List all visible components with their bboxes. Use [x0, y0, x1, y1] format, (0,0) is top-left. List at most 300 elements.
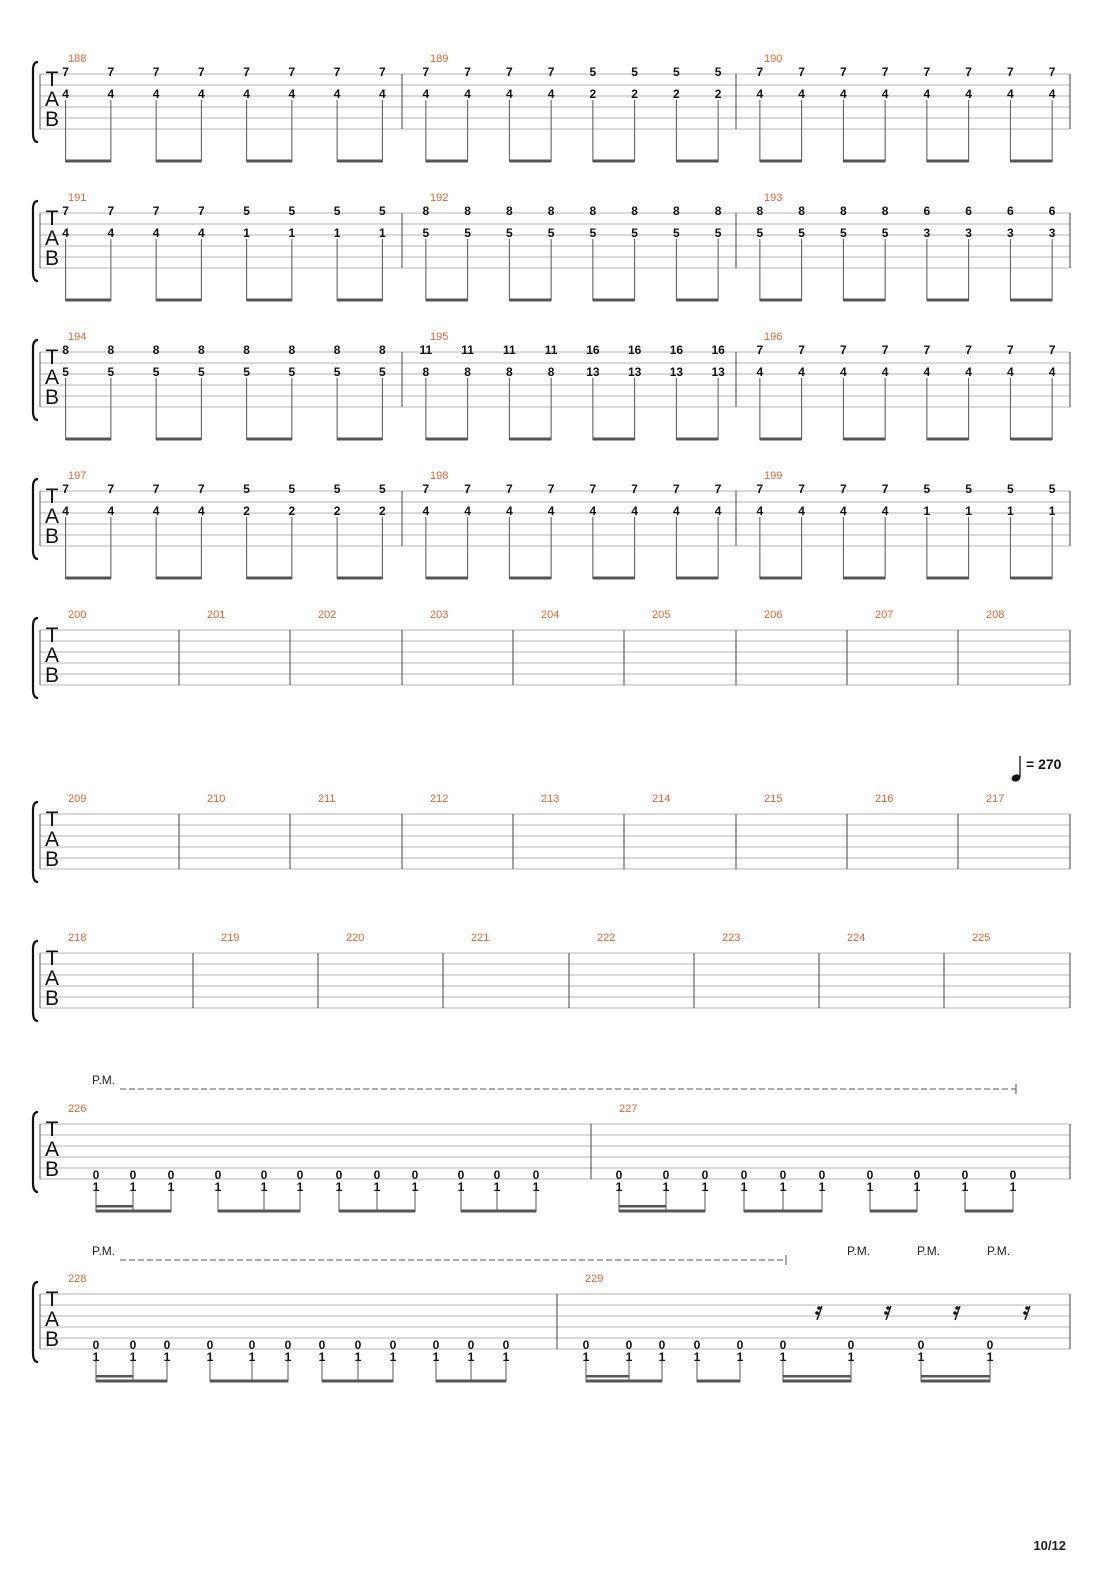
measure-number: 210: [207, 793, 226, 805]
fret-number: 1: [92, 1350, 100, 1364]
measure-number: 211: [318, 793, 336, 805]
fret-number: 11: [503, 343, 516, 357]
note-beam: [96, 1210, 171, 1213]
fret-number: 11: [544, 343, 558, 357]
fret-number: 0: [917, 1338, 925, 1352]
fret-number: 0: [779, 1338, 787, 1352]
fret-number: 7: [198, 204, 205, 218]
fret-number: 4: [756, 504, 764, 518]
note-beam: [760, 160, 802, 163]
fret-number: 7: [1048, 343, 1056, 357]
note-beam: [927, 299, 969, 302]
sixteenth-rest: [953, 1311, 957, 1315]
tab-clef-letter: T: [45, 207, 59, 230]
fret-number: 0: [457, 1168, 465, 1182]
fret-number: 1: [1007, 504, 1014, 518]
note-beam: [593, 299, 635, 302]
note-beam: [426, 299, 468, 302]
measure-number: 214: [652, 793, 671, 805]
fret-number: 4: [798, 365, 805, 379]
note-beam: [593, 438, 635, 441]
fret-number: 4: [464, 504, 471, 518]
note-beam: [156, 438, 201, 441]
fret-number: 0: [389, 1338, 397, 1352]
fret-number: 5: [107, 365, 115, 379]
fret-number: 7: [107, 482, 115, 496]
fret-number: 3: [1007, 226, 1014, 240]
fret-number: 8: [506, 365, 513, 379]
measure-number: 197: [68, 470, 87, 482]
fret-number: 4: [506, 504, 513, 518]
fret-number: 5: [152, 365, 160, 379]
tab-clef-letter: T: [45, 1118, 59, 1141]
fret-number: 1: [373, 1180, 381, 1194]
sixteenth-rest: [884, 1311, 888, 1315]
fret-number: 4: [1007, 87, 1014, 101]
fret-number: 0: [913, 1168, 921, 1182]
fret-number: 1: [923, 504, 931, 518]
measure-number: 196: [764, 331, 783, 343]
fret-number: 1: [736, 1350, 744, 1364]
measure-number: 225: [972, 932, 991, 944]
fret-number: 1: [214, 1180, 222, 1194]
fret-number: 8: [198, 343, 205, 357]
measure-number: 207: [875, 609, 894, 621]
fret-number: 7: [506, 482, 513, 496]
tab-clef-letter: B: [44, 525, 60, 548]
page-number: 10/12: [1033, 1538, 1066, 1553]
fret-number: 1: [457, 1180, 465, 1194]
fret-number: 7: [547, 65, 555, 79]
fret-number: 4: [756, 87, 764, 101]
note-beam: [586, 1380, 662, 1383]
note-beam: [744, 1210, 822, 1213]
tab-clef-letter: T: [45, 68, 59, 91]
tab-clef-letter: A: [44, 366, 60, 389]
palm-mute-label: P.M.: [987, 1244, 1011, 1258]
fret-number: 5: [589, 226, 597, 240]
tab-clef-letter: T: [45, 947, 59, 970]
fret-number: 13: [586, 365, 600, 379]
fret-number: 6: [1048, 204, 1056, 218]
fret-number: 8: [152, 343, 160, 357]
sixteenth-rest: [817, 1306, 821, 1310]
fret-number: 4: [631, 504, 638, 518]
note-beam: [1010, 299, 1052, 302]
fret-number: 0: [736, 1338, 744, 1352]
fret-number: 0: [248, 1338, 256, 1352]
measure-number: 229: [585, 1273, 604, 1285]
sixteenth-rest: [886, 1306, 890, 1310]
tab-clef-letter: T: [45, 624, 59, 647]
fret-number: 7: [714, 482, 722, 496]
note-beam: [619, 1205, 666, 1208]
fret-number: 0: [411, 1168, 419, 1182]
note-beam: [66, 160, 111, 163]
note-beam: [783, 1375, 851, 1378]
fret-number: 1: [354, 1350, 362, 1364]
fret-number: 3: [965, 226, 972, 240]
note-beam: [619, 1210, 705, 1213]
fret-number: 1: [163, 1350, 171, 1364]
tab-clef-letter: A: [44, 1308, 60, 1331]
fret-number: 4: [589, 504, 597, 518]
fret-number: 4: [506, 87, 513, 101]
fret-number: 7: [379, 65, 386, 79]
fret-number: 0: [961, 1168, 969, 1182]
fret-number: 0: [467, 1338, 475, 1352]
fret-number: 5: [333, 482, 341, 496]
fret-number: 7: [798, 482, 805, 496]
fret-number: 3: [923, 226, 931, 240]
fret-number: 7: [198, 65, 205, 79]
fret-number: 4: [798, 504, 805, 518]
note-beam: [96, 1205, 133, 1208]
tab-clef-letter: T: [45, 485, 59, 508]
fret-number: 7: [62, 65, 69, 79]
note-beam: [697, 1380, 740, 1383]
measure-number: 198: [430, 470, 449, 482]
fret-number: 8: [464, 204, 471, 218]
note-beam: [218, 1210, 300, 1213]
fret-number: 7: [288, 65, 296, 79]
fret-number: 7: [798, 65, 805, 79]
fret-number: 4: [840, 87, 847, 101]
fret-number: 2: [714, 87, 722, 101]
fret-number: 4: [107, 226, 115, 240]
fret-number: 1: [913, 1180, 921, 1194]
note-beam: [66, 577, 111, 580]
fret-number: 5: [1048, 482, 1056, 496]
fret-number: 0: [693, 1338, 701, 1352]
system-bracket: [33, 479, 38, 559]
fret-number: 4: [1048, 365, 1056, 379]
note-beam: [339, 1210, 415, 1213]
measure-number: 205: [652, 609, 671, 621]
fret-number: 0: [163, 1338, 171, 1352]
fret-number: 7: [881, 65, 889, 79]
fret-number: 7: [840, 65, 847, 79]
note-beam: [1010, 438, 1052, 441]
note-beam: [843, 577, 885, 580]
fret-number: 0: [582, 1338, 590, 1352]
fret-number: 7: [62, 204, 69, 218]
fret-number: 1: [693, 1350, 701, 1364]
fret-number: 1: [615, 1180, 623, 1194]
fret-number: 1: [333, 226, 341, 240]
tempo-value: = 270: [1026, 756, 1062, 772]
fret-number: 4: [547, 504, 555, 518]
fret-number: 4: [923, 365, 931, 379]
fret-number: 5: [333, 365, 341, 379]
fret-number: 4: [152, 87, 160, 101]
system-bracket: [33, 201, 38, 281]
fret-number: 4: [840, 504, 847, 518]
fret-number: 5: [840, 226, 847, 240]
note-beam: [337, 299, 382, 302]
fret-number: 4: [107, 504, 115, 518]
fret-number: 1: [260, 1180, 268, 1194]
fret-number: 7: [547, 482, 555, 496]
fret-number: 8: [714, 204, 722, 218]
tab-clef-letter: B: [44, 1158, 60, 1181]
fret-number: 7: [965, 65, 972, 79]
fret-number: 1: [847, 1350, 855, 1364]
fret-number: 4: [198, 87, 205, 101]
fret-number: 4: [881, 504, 889, 518]
fret-number: 1: [532, 1180, 540, 1194]
note-beam: [927, 160, 969, 163]
fret-number: 8: [673, 204, 680, 218]
note-beam: [210, 1380, 288, 1383]
fret-number: 16: [669, 343, 684, 357]
fret-number: 8: [62, 343, 69, 357]
fret-number: 5: [62, 365, 69, 379]
fret-number: 5: [288, 204, 296, 218]
measure-number: 228: [68, 1273, 87, 1285]
tab-clef-letter: A: [44, 505, 60, 528]
measure-number: 219: [221, 932, 240, 944]
fret-number: 8: [243, 343, 250, 357]
fret-number: 1: [129, 1180, 137, 1194]
note-beam: [436, 1380, 506, 1383]
fret-number: 5: [288, 365, 296, 379]
fret-number: 2: [631, 87, 638, 101]
fret-number: 2: [243, 504, 250, 518]
fret-number: 1: [917, 1350, 925, 1364]
fret-number: 1: [779, 1180, 787, 1194]
fret-number: 4: [152, 504, 160, 518]
note-beam: [921, 1375, 990, 1378]
measure-number: 213: [541, 793, 560, 805]
fret-number: 4: [464, 87, 471, 101]
fret-number: 8: [589, 204, 597, 218]
fret-number: 0: [373, 1168, 381, 1182]
fret-number: 5: [243, 204, 250, 218]
fret-number: 1: [411, 1180, 419, 1194]
fret-number: 8: [107, 343, 115, 357]
fret-number: 7: [464, 482, 471, 496]
palm-mute-label: P.M.: [92, 1244, 116, 1258]
fret-number: 8: [288, 343, 296, 357]
fret-number: 1: [92, 1180, 100, 1194]
fret-number: 7: [422, 482, 430, 496]
fret-number: 4: [198, 504, 205, 518]
fret-number: 7: [840, 482, 847, 496]
fret-number: 4: [379, 87, 386, 101]
measure-number: 195: [430, 331, 449, 343]
fret-number: 2: [333, 504, 341, 518]
fret-number: 16: [586, 343, 600, 357]
note-beam: [1010, 160, 1052, 163]
fret-number: 5: [714, 226, 722, 240]
note-beam: [1010, 577, 1052, 580]
fret-number: 1: [866, 1180, 874, 1194]
fret-number: 8: [881, 204, 889, 218]
fret-number: 7: [881, 343, 889, 357]
fret-number: 4: [881, 365, 889, 379]
note-beam: [760, 577, 802, 580]
fret-number: 7: [107, 65, 115, 79]
system-bracket: [33, 941, 38, 1021]
note-beam: [426, 577, 468, 580]
measure-number: 226: [68, 1103, 87, 1115]
measure-number: 188: [68, 53, 87, 65]
fret-number: 2: [379, 504, 386, 518]
fret-number: 7: [243, 65, 250, 79]
note-beam: [96, 1375, 133, 1378]
measure-number: 201: [207, 609, 226, 621]
fret-number: 0: [658, 1338, 666, 1352]
measure-number: 194: [68, 331, 87, 343]
note-beam: [426, 438, 468, 441]
tab-clef-letter: B: [44, 1328, 60, 1351]
fret-number: 0: [986, 1338, 994, 1352]
measure-number: 218: [68, 932, 87, 944]
fret-number: 0: [432, 1338, 440, 1352]
measure-number: 220: [346, 932, 365, 944]
fret-number: 1: [296, 1180, 304, 1194]
measure-number: 203: [430, 609, 449, 621]
measure-number: 202: [318, 609, 337, 621]
fret-number: 8: [840, 204, 847, 218]
fret-number: 4: [840, 365, 847, 379]
fret-number: 5: [923, 482, 931, 496]
tab-clef-letter: A: [44, 967, 60, 990]
system-bracket: [33, 618, 38, 698]
fret-number: 7: [62, 482, 69, 496]
measure-number: 217: [986, 793, 1005, 805]
system-bracket: [33, 62, 38, 142]
fret-number: 4: [547, 87, 555, 101]
fret-number: 1: [288, 226, 296, 240]
palm-mute-label: P.M.: [917, 1244, 941, 1258]
fret-number: 4: [288, 87, 296, 101]
fret-number: 0: [779, 1168, 787, 1182]
measure-number: 223: [722, 932, 741, 944]
measure-number: 215: [764, 793, 783, 805]
fret-number: 0: [318, 1338, 326, 1352]
tab-clef-letter: A: [44, 88, 60, 111]
measure-number: 227: [619, 1103, 638, 1115]
fret-number: 0: [354, 1338, 362, 1352]
tab-clef-letter: B: [44, 108, 60, 131]
fret-number: 0: [615, 1168, 623, 1182]
fret-number: 4: [798, 87, 805, 101]
fret-number: 0: [92, 1338, 100, 1352]
note-beam: [322, 1380, 393, 1383]
fret-number: 1: [389, 1350, 397, 1364]
fret-number: 5: [333, 204, 341, 218]
fret-number: 16: [627, 343, 642, 357]
note-beam: [156, 299, 201, 302]
note-beam: [843, 438, 885, 441]
sixteenth-rest: [815, 1311, 819, 1315]
fret-number: 7: [152, 204, 160, 218]
fret-number: 7: [1007, 343, 1014, 357]
fret-number: 0: [502, 1338, 510, 1352]
fret-number: 1: [961, 1180, 969, 1194]
fret-number: 5: [589, 65, 597, 79]
fret-number: 8: [422, 204, 430, 218]
fret-number: 5: [965, 482, 972, 496]
fret-number: 8: [464, 365, 471, 379]
tab-clef-letter: B: [44, 247, 60, 270]
note-beam: [66, 438, 111, 441]
fret-number: 4: [756, 365, 764, 379]
system-bracket: [33, 340, 38, 420]
fret-number: 16: [711, 343, 725, 357]
measure-number: 189: [430, 53, 449, 65]
fret-number: 1: [243, 226, 250, 240]
note-beam: [247, 438, 292, 441]
fret-number: 4: [243, 87, 250, 101]
measure-number: 208: [986, 609, 1005, 621]
note-beam: [509, 577, 551, 580]
fret-number: 1: [335, 1180, 343, 1194]
fret-number: 0: [260, 1168, 268, 1182]
fret-number: 0: [866, 1168, 874, 1182]
fret-number: 5: [198, 365, 205, 379]
fret-number: 5: [714, 65, 722, 79]
fret-number: 5: [1007, 482, 1014, 496]
fret-number: 0: [701, 1168, 709, 1182]
fret-number: 5: [379, 365, 386, 379]
fret-number: 1: [625, 1350, 633, 1364]
fret-number: 1: [284, 1350, 292, 1364]
fret-number: 7: [965, 343, 972, 357]
fret-number: 1: [1048, 504, 1056, 518]
fret-number: 0: [625, 1338, 633, 1352]
note-beam: [843, 160, 885, 163]
fret-number: 5: [673, 226, 680, 240]
fret-number: 0: [818, 1168, 826, 1182]
tab-clef-letter: A: [44, 644, 60, 667]
fret-number: 7: [1048, 65, 1056, 79]
fret-number: 1: [502, 1350, 510, 1364]
fret-number: 4: [422, 87, 430, 101]
fret-number: 7: [756, 343, 764, 357]
note-beam: [593, 577, 635, 580]
measure-number: 224: [847, 932, 866, 944]
fret-number: 5: [506, 226, 513, 240]
fret-number: 8: [547, 365, 555, 379]
fret-number: 7: [923, 343, 931, 357]
fret-number: 4: [1048, 87, 1056, 101]
fret-number: 1: [701, 1180, 709, 1194]
fret-number: 1: [248, 1350, 256, 1364]
note-beam: [509, 438, 551, 441]
fret-number: 1: [318, 1350, 326, 1364]
note-beam: [426, 160, 468, 163]
fret-number: 1: [129, 1350, 137, 1364]
system-bracket: [33, 802, 38, 882]
note-beam: [870, 1210, 917, 1213]
fret-number: 7: [107, 204, 115, 218]
fret-number: 0: [847, 1338, 855, 1352]
fret-number: 6: [923, 204, 931, 218]
fret-number: 1: [1009, 1180, 1017, 1194]
note-beam: [337, 160, 382, 163]
fret-number: 5: [379, 482, 386, 496]
note-beam: [843, 299, 885, 302]
fret-number: 1: [658, 1350, 666, 1364]
fret-number: 5: [798, 226, 805, 240]
note-beam: [247, 299, 292, 302]
fret-number: 1: [167, 1180, 175, 1194]
fret-number: 1: [432, 1350, 440, 1364]
fret-number: 7: [673, 482, 680, 496]
